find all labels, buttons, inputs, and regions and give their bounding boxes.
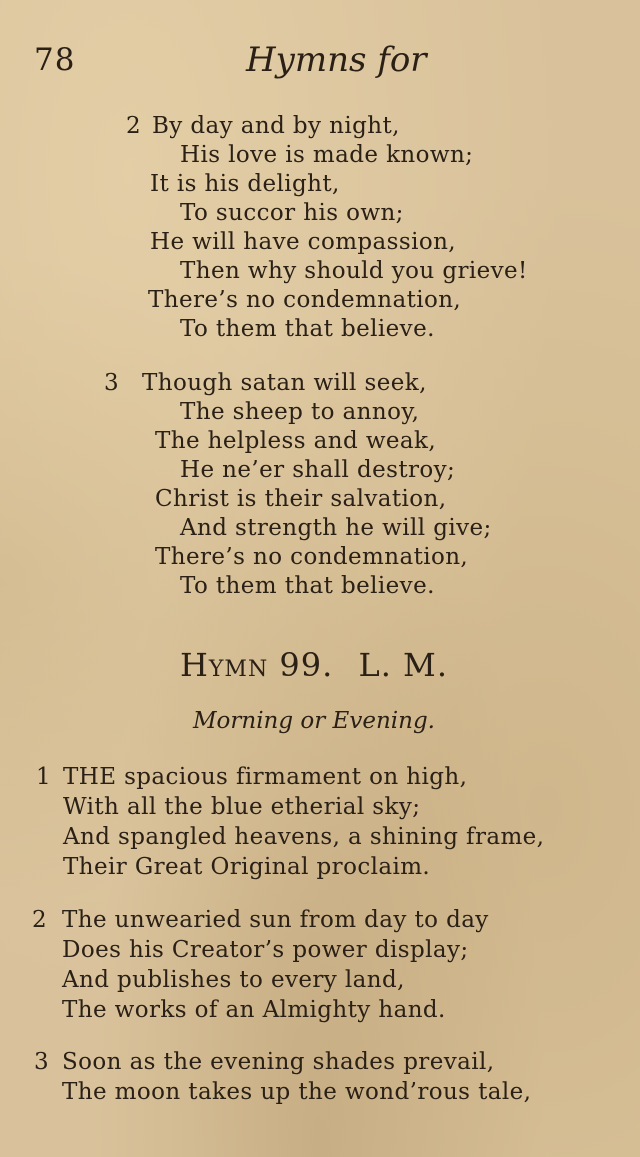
- verse-line: And publishes to every land,: [62, 967, 405, 993]
- verse-line: He ne’er shall destroy;: [180, 457, 456, 483]
- verse-line: And strength he will give;: [180, 515, 492, 541]
- hymn-subtitle: Morning or Evening.: [193, 708, 435, 734]
- verse-line: With all the blue etherial sky;: [63, 794, 421, 820]
- verse-line: Though satan will seek,: [142, 370, 427, 396]
- verse-line: To succor his own;: [180, 200, 404, 226]
- verse-line: THE spacious firmament on high,: [63, 764, 468, 790]
- verse-line: The moon takes up the wond’rous tale,: [62, 1079, 532, 1105]
- verse-line: To them that believe.: [180, 316, 435, 342]
- verse-line: To them that believe.: [180, 573, 435, 599]
- hymn-meter: L. M.: [358, 646, 448, 684]
- verse-line: The unwearied sun from day to day: [62, 907, 489, 933]
- stanza-number: 2: [32, 907, 47, 933]
- verse-line: Christ is their salvation,: [155, 486, 447, 512]
- verse-line: There’s no condemnation,: [155, 544, 469, 570]
- hymn-number: 99.: [279, 646, 334, 684]
- verse-line: There’s no condemnation,: [148, 287, 462, 313]
- stanza-number: 3: [104, 370, 119, 396]
- verse-line: And spangled heavens, a shining frame,: [63, 824, 545, 850]
- stanza-number: 2: [126, 113, 141, 139]
- verse-line: Soon as the evening shades prevail,: [62, 1049, 495, 1075]
- verse-line: The sheep to annoy,: [180, 399, 420, 425]
- verse-line: Their Great Original proclaim.: [63, 854, 431, 880]
- verse-line: He will have compassion,: [150, 229, 456, 255]
- page-header: [34, 40, 594, 90]
- stanza-number: 1: [36, 764, 51, 790]
- verse-line: The works of an Almighty hand.: [62, 997, 446, 1023]
- verse-line: By day and by night,: [152, 113, 400, 139]
- running-head: Hymns for: [246, 40, 427, 80]
- verse-line: It is his delight,: [150, 171, 340, 197]
- verse-line: Then why should you grieve!: [180, 258, 528, 284]
- verse-line: Does his Creator’s power display;: [62, 937, 469, 963]
- verse-line: The helpless and weak,: [155, 428, 437, 454]
- hymn-title: [180, 646, 448, 684]
- verse-line: His love is made known;: [180, 142, 474, 168]
- hymn-label: Hymn: [180, 646, 269, 684]
- stanza-number: 3: [34, 1049, 49, 1075]
- page-number: 78: [34, 42, 76, 78]
